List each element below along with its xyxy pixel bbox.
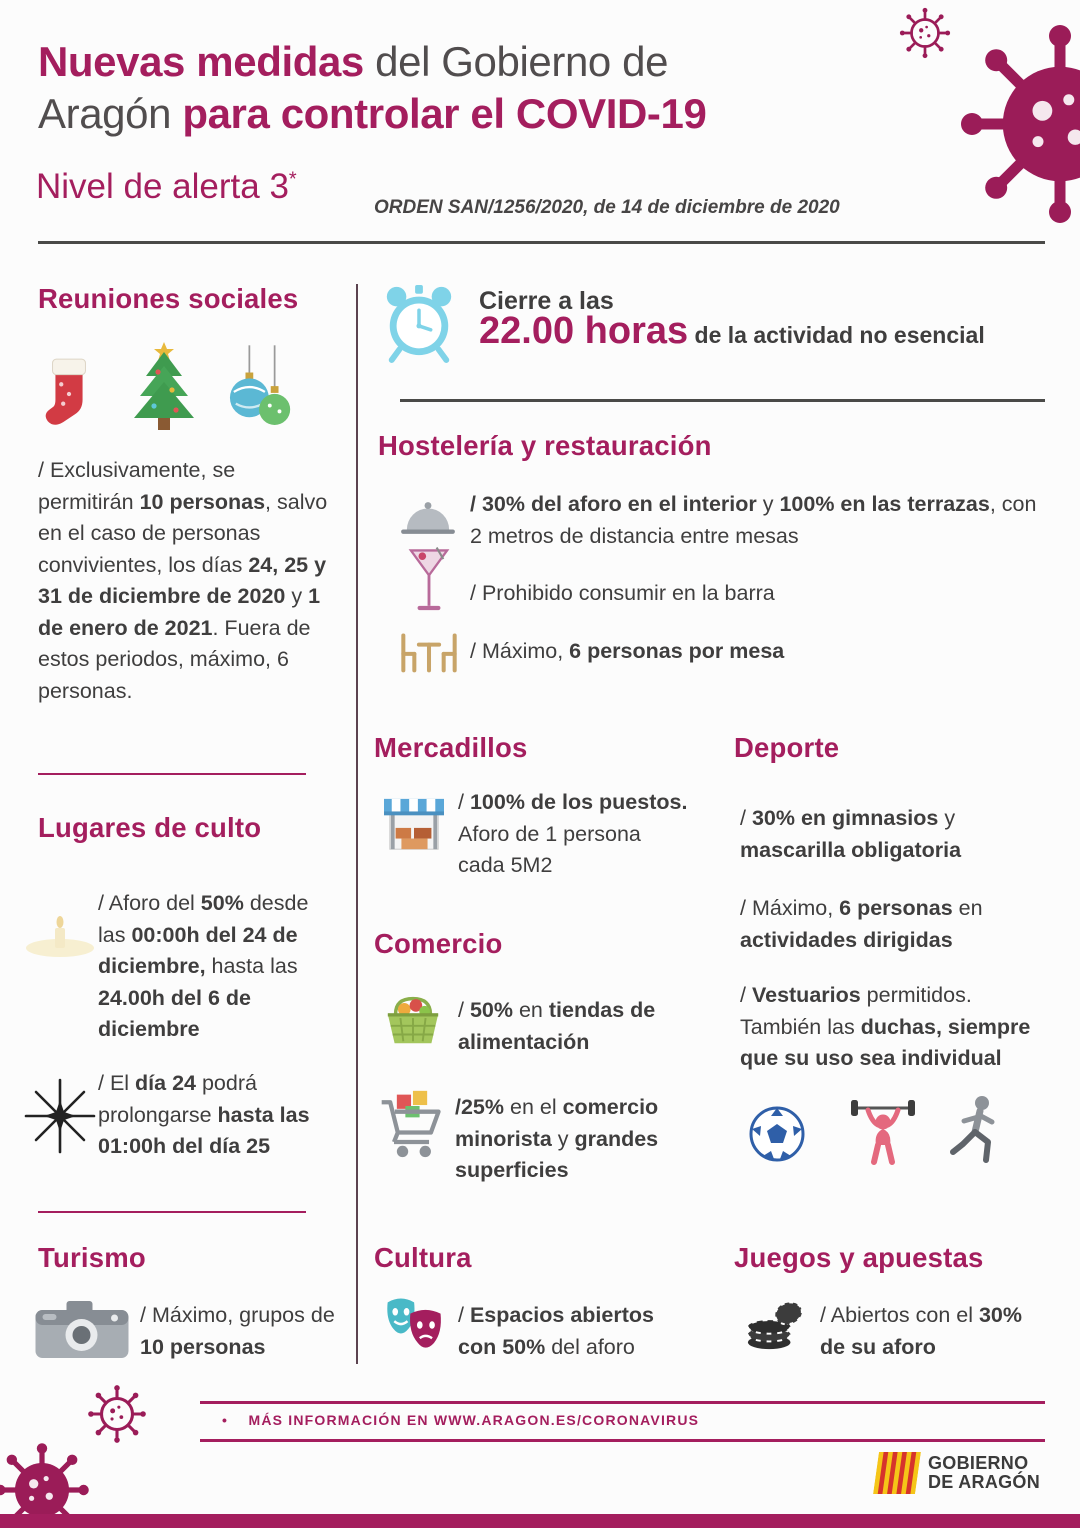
section-title-mercadillos: Mercadillos (374, 732, 528, 763)
header-divider (38, 241, 1045, 244)
section-title-cultura: Cultura (374, 1242, 472, 1273)
curfew-suffix: de la actividad no esencial (688, 322, 985, 348)
logo-line-1: GOBIERNO (928, 1453, 1029, 1473)
star-icon (22, 1078, 98, 1154)
section-title-hosteleria: Hostelería y restauración (378, 430, 712, 461)
deporte-item-2: / Máximo, 6 personas en actividades dirigidas (740, 896, 983, 952)
footer-divider-bottom (200, 1439, 1045, 1442)
market-stall-icon (382, 795, 446, 855)
christmas-stocking-icon (38, 352, 100, 436)
hosteleria-item-2: / Prohibido consumir en la barra (470, 581, 775, 605)
left-divider-2 (38, 1211, 306, 1213)
logo-text (928, 1454, 1040, 1492)
culto-item-1: / Aforo del 50% desde las 00:00h del 24 de diciembre, hasta las 24.00h del 6 de diciembre (98, 891, 309, 1041)
alert-level-text: Nivel de alerta 3 (36, 167, 289, 206)
aragon-flag-icon (873, 1452, 921, 1494)
soccer-ball-icon (748, 1105, 806, 1163)
comercio-item-2: /25% en el comercio minorista y grandes superficies (455, 1095, 659, 1182)
curfew-time: 22.00 horas (479, 310, 689, 352)
table-chairs-icon (396, 629, 462, 675)
weightlifter-icon (848, 1096, 918, 1168)
logo-line-2: DE ARAGÓN (928, 1472, 1041, 1492)
theater-masks-icon (382, 1295, 450, 1355)
reuniones-text: / Exclusivamente, se permitirán 10 personas, salvo en el caso de personas convivientes, los días 24, 25 y 31 de diciembre de 2020 y 1 de enero de 2021. Fuera de estos periodos, máximo, 6 personas. (38, 458, 328, 703)
section-title-reuniones: Reuniones sociales (38, 283, 299, 314)
section-title-comercio: Comercio (374, 928, 503, 959)
deporte-item-1: / 30% en gimnasios y mascarilla obligatoria (740, 806, 962, 862)
section-title-culto: Lugares de culto (38, 812, 262, 843)
section-title-turismo: Turismo (38, 1242, 146, 1273)
coronavirus-outline-icon (898, 6, 952, 60)
section-title-deporte: Deporte (734, 732, 840, 763)
column-divider (356, 284, 358, 1364)
title-line-1: Nuevas medidas del Gobierno de (38, 38, 669, 85)
footer-info: • MÁS INFORMACIÓN EN WWW.ARAGON.ES/CORONAVIRUS (222, 1412, 700, 1428)
ornaments-icon (228, 344, 296, 436)
mercadillos-text: / 100% de los puestos. Aforo de 1 persona cada 5M2 (458, 790, 688, 877)
footer-divider-top (200, 1401, 1045, 1404)
curfew-intro: Cierre a las (479, 287, 614, 315)
comercio-item-1: / 50% en tiendas de alimentación (458, 998, 656, 1054)
order-reference: ORDEN SAN/1256/2020, de 14 de diciembre de 2020 (374, 197, 840, 218)
cocktail-icon (408, 545, 450, 617)
title-line-2: Aragón para controlar el COVID-19 (38, 90, 707, 137)
alert-level (36, 167, 297, 207)
candle-icon (22, 912, 98, 960)
runner-icon (948, 1094, 1006, 1168)
christmas-tree-icon (122, 340, 206, 436)
hosteleria-item-3: / Máximo, 6 personas por mesa (470, 639, 785, 663)
curfew-divider (400, 399, 1045, 402)
grocery-basket-icon (382, 990, 444, 1048)
page-title (38, 36, 868, 140)
bottom-bar (0, 1514, 1080, 1528)
section-title-juegos: Juegos y apuestas (734, 1242, 984, 1273)
gobierno-aragon-logo (876, 1452, 1040, 1494)
alert-asterisk: * (288, 168, 297, 191)
coronavirus-icon (950, 14, 1080, 234)
culto-item-2: / El día 24 podrá prolongarse hasta las 01:00h del día 25 (98, 1071, 310, 1158)
coronavirus-outline-icon (86, 1383, 148, 1445)
christmas-icons (38, 340, 296, 436)
cultura-text: / Espacios abiertos con 50% del aforo (458, 1303, 654, 1359)
curfew-line (479, 310, 1049, 353)
alarm-clock-icon (380, 280, 458, 364)
turismo-text: / Máximo, grupos de 10 personas (140, 1303, 335, 1359)
shopping-cart-icon (376, 1085, 448, 1163)
juegos-text: / Abiertos con el 30% de su aforo (820, 1303, 1022, 1359)
serving-dish-icon (398, 495, 458, 543)
left-divider-1 (38, 773, 306, 775)
poker-chips-icon (744, 1293, 806, 1353)
deporte-item-3: / Vestuarios permitidos. También las duchas, siempre que su uso sea individual (740, 983, 1031, 1070)
camera-icon (34, 1297, 130, 1361)
hosteleria-item-1: / 30% del aforo en el interior y 100% en las terrazas, con 2 metros de distancia entre mesas (470, 492, 1037, 548)
